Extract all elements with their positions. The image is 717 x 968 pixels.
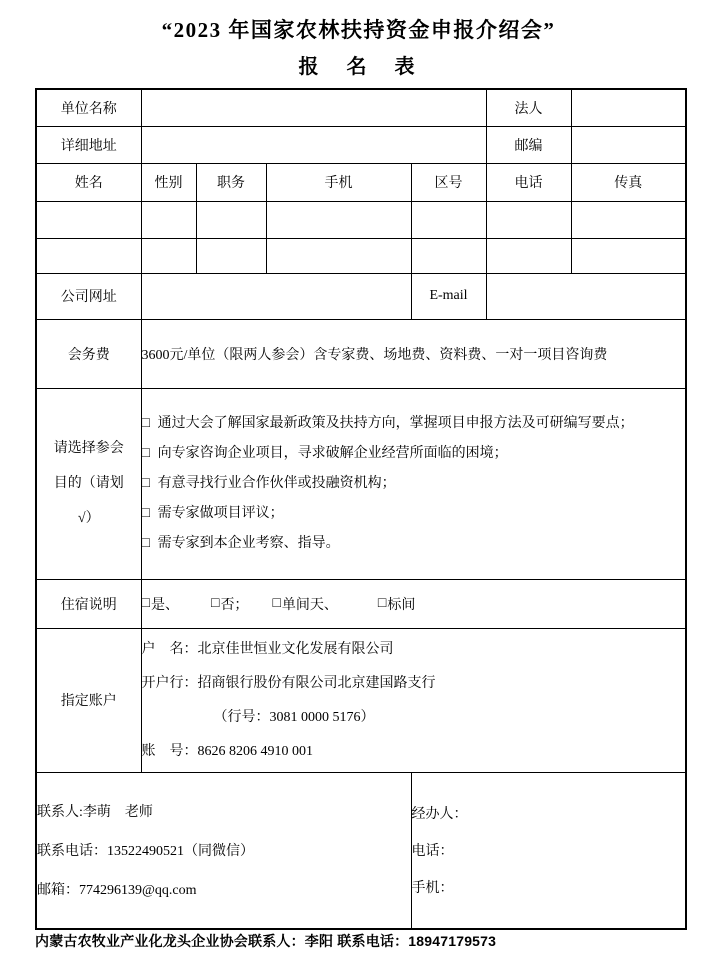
address-input[interactable]	[141, 126, 486, 163]
attendee-cell[interactable]	[196, 238, 266, 273]
column-header-gender: 性别	[141, 163, 196, 201]
attendee-cell[interactable]	[36, 201, 141, 238]
accommodation-option-text: 单间天、	[281, 597, 338, 613]
purpose-option-text: 通过大会了解国家最新政策及扶持方向，掌握项目申报方法及可研编写要点；	[157, 416, 634, 431]
accommodation-option-text: 标间	[387, 597, 416, 613]
attendee-cell[interactable]	[196, 201, 266, 238]
unit-name-input[interactable]	[141, 89, 486, 126]
row-website	[36, 273, 686, 319]
account-bank: 开户行：招商银行股份有限公司北京建国路支行	[141, 675, 436, 691]
attendee-cell[interactable]	[266, 238, 411, 273]
row-contacts	[36, 772, 686, 929]
column-header-fax: 传真	[571, 163, 686, 201]
purpose-option-text: 向专家咨询企业项目，寻求破解企业经营所面临的困境；	[157, 446, 508, 461]
footer-note	[35, 931, 695, 951]
accommodation-option-text: 否；	[220, 597, 249, 613]
email-input[interactable]	[486, 273, 686, 319]
accommodation-option	[272, 594, 337, 614]
accommodation-option-text: 是、	[150, 597, 179, 613]
registration-table	[35, 88, 687, 930]
postal-code-label: 邮编	[486, 126, 571, 163]
handler-phone-label: 电话：	[411, 844, 454, 860]
fee-description: 3600元/单位（限两人参会）含专家费、场地费、资料费、一对一项目咨询费	[141, 319, 686, 388]
purpose-options	[141, 388, 686, 579]
attendee-cell[interactable]	[571, 238, 686, 273]
website-label: 公司网址	[36, 273, 141, 319]
attendee-cell[interactable]	[411, 238, 486, 273]
column-header-mobile: 手机	[266, 163, 411, 201]
row-accommodation	[36, 579, 686, 628]
attendee-cell[interactable]	[266, 201, 411, 238]
attendee-row	[36, 201, 686, 238]
checkbox-icon[interactable]: □	[141, 595, 150, 611]
attendee-cell[interactable]	[486, 201, 571, 238]
checkbox-icon[interactable]: □	[141, 536, 150, 551]
address-label: 详细地址	[36, 126, 141, 163]
checkbox-icon[interactable]: □	[272, 595, 281, 611]
attendee-row	[36, 238, 686, 273]
handler-fields	[411, 772, 686, 929]
row-unit-name	[36, 89, 686, 126]
accommodation-options	[141, 579, 686, 628]
attendee-cell[interactable]	[486, 238, 571, 273]
form-title: 报 名 表	[298, 56, 419, 78]
accommodation-option	[378, 594, 415, 614]
purpose-option	[142, 439, 686, 468]
row-account	[36, 628, 686, 772]
accommodation-option	[211, 594, 248, 614]
column-header-position: 职务	[196, 163, 266, 201]
contact-phone: 联系电话：13522490521（同微信）	[37, 844, 254, 860]
legal-person-label: 法人	[486, 89, 571, 126]
unit-name-label: 单位名称	[36, 89, 141, 126]
account-number: 账 号：8626 8206 4910 001	[141, 743, 313, 759]
handler-mobile-label: 手机：	[411, 881, 454, 897]
account-label: 指定账户	[36, 628, 141, 772]
accommodation-option	[142, 594, 179, 614]
attendee-cell[interactable]	[36, 238, 141, 273]
row-address	[36, 126, 686, 163]
email-label: E-mail	[411, 273, 486, 319]
checkbox-icon[interactable]: □	[141, 476, 150, 491]
attendee-cell[interactable]	[571, 201, 686, 238]
footer-phone: 18947179573	[408, 933, 497, 949]
checkbox-icon[interactable]: □	[141, 446, 150, 461]
purpose-option	[142, 499, 686, 528]
website-input[interactable]	[141, 273, 411, 319]
legal-person-input[interactable]	[571, 89, 686, 126]
attendee-header-row	[36, 163, 686, 201]
account-holder: 户 名：北京佳世恒业文化发展有限公司	[141, 641, 394, 657]
account-bank-number: （行号：3081 0000 5176）	[213, 709, 375, 725]
purpose-label: 请选择参会 目的（请划 √）	[36, 388, 141, 579]
account-details	[141, 628, 686, 772]
contact-person: 联系人:李萌 老师	[37, 805, 153, 821]
purpose-option-text: 需专家到本企业考察、指导。	[157, 536, 340, 551]
attendee-cell[interactable]	[411, 201, 486, 238]
accommodation-label: 住宿说明	[36, 579, 141, 628]
purpose-option-text: 有意寻找行业合作伙伴或投融资机构；	[157, 476, 396, 491]
column-header-area-code: 区号	[411, 163, 486, 201]
column-header-name: 姓名	[36, 163, 141, 201]
column-header-phone: 电话	[486, 163, 571, 201]
purpose-option	[142, 469, 686, 498]
checkbox-icon[interactable]: □	[210, 595, 220, 611]
attendee-cell[interactable]	[141, 201, 196, 238]
purpose-option	[142, 409, 686, 438]
checkbox-icon[interactable]: □	[141, 416, 150, 431]
attendee-cell[interactable]	[141, 238, 196, 273]
handler-person-label: 经办人：	[411, 807, 468, 823]
footer-text: 内蒙古农牧业产业化龙头企业协会联系人：李阳 联系电话：	[35, 933, 409, 949]
contact-info	[36, 772, 411, 929]
page-title: “2023 年国家农林扶持资金申报介绍会”	[161, 18, 556, 42]
row-purpose	[36, 388, 686, 579]
contact-email: 邮箱：774296139@qq.com	[37, 883, 197, 899]
row-fee	[36, 319, 686, 388]
checkbox-icon[interactable]: □	[141, 506, 150, 521]
checkbox-icon[interactable]: □	[377, 595, 387, 611]
fee-label: 会务费	[36, 319, 141, 388]
postal-code-input[interactable]	[571, 126, 686, 163]
purpose-option-text: 需专家做项目评议；	[157, 506, 284, 521]
purpose-option	[142, 529, 686, 558]
